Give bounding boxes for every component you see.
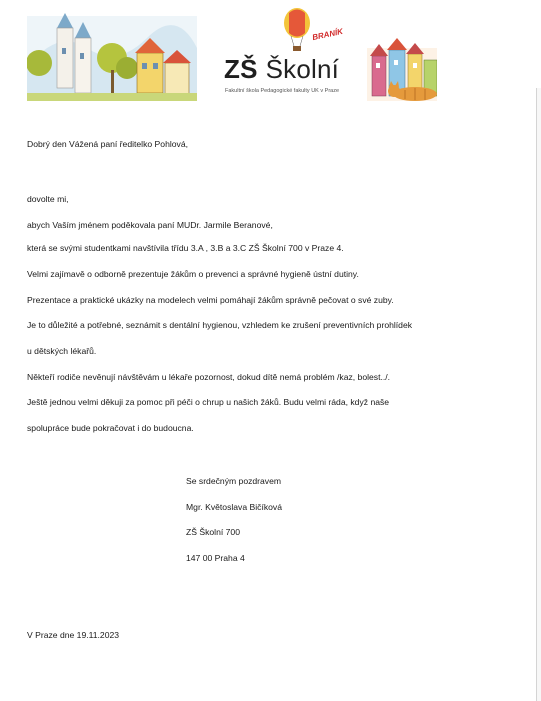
signature-closing: Se srdečným pozdravem — [186, 476, 282, 486]
brand-zs: ZŠ — [224, 54, 258, 84]
letter-line: Prezentace a praktické ukázky na modelech velmi pomáhají žákům správně pečovat o své zuby. — [27, 295, 394, 305]
letter-line: abych Vaším jménem poděkovala paní MUDr. Jarmile Beranové, — [27, 220, 273, 230]
letter-line: která se svými studentkami navštívila třídu 3.A , 3.B a 3.C ZŠ Školní 700 v Praze 4. — [27, 243, 344, 253]
letter-line: Velmi zajímavě o odborně prezentuje žákům o prevenci a správné hygieně ústní dutiny. — [27, 269, 359, 279]
signature-name: Mgr. Květoslava Bičíková — [186, 502, 283, 512]
letter-greeting: Dobrý den Vážená paní ředitelko Pohlová, — [27, 139, 188, 149]
brand-name: Školní — [265, 54, 340, 84]
branik-badge: BRANÍK — [311, 26, 344, 43]
scrollbar-edge[interactable] — [536, 88, 541, 701]
letter-line: Je to důležité a potřebné, seznámit s dentální hygienou, vzhledem ke zrušení preventivních prohlídek — [27, 320, 413, 330]
signature-school: ZŠ Školní 700 — [186, 527, 240, 537]
school-brand — [224, 54, 339, 85]
letter-date-place: V Praze dne 19.11.2023 — [27, 630, 120, 640]
brand-subline: Fakultní škola Pedagogické fakulty UK v Praze — [225, 88, 340, 94]
letter-line: dovolte mi, — [27, 194, 69, 204]
letter-line: u dětských lékařů. — [27, 346, 97, 356]
letter-line: Ještě jednou velmi děkuji za pomoc při péči o chrup u našich žáků. Budu velmi ráda, když naše — [27, 397, 390, 407]
school-header-banner — [27, 8, 437, 101]
letter-line: Někteří rodiče nevěnují návštěvám u lékaře pozornost, dokud dítě nemá problém /kaz, bolest../. — [27, 372, 391, 382]
letter-line: spolupráce bude pokračovat i do budoucna. — [27, 423, 194, 433]
signature-address: 147 00 Praha 4 — [186, 553, 245, 563]
